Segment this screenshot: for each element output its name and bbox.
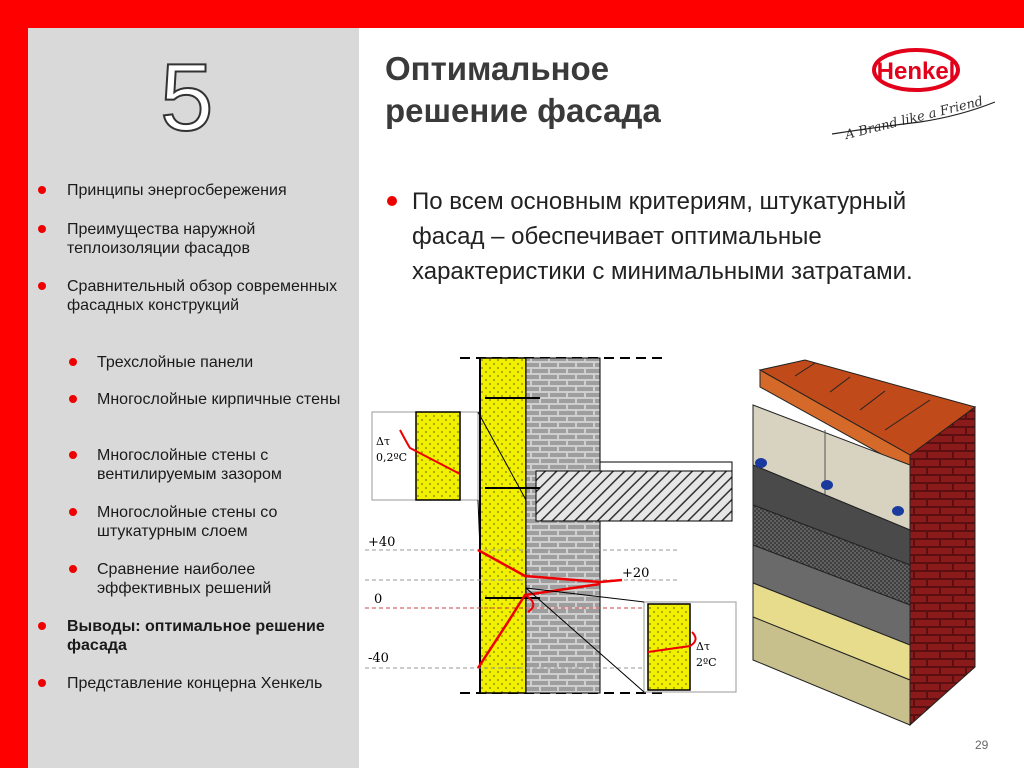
nav-item-label: Принципы энергосбережения: [67, 182, 287, 199]
logo-brand-text: Henkel: [876, 58, 956, 85]
delta-top-symbol: Δτ: [376, 435, 391, 448]
nav-item-label: Многослойные стены со штукатурным слоем: [97, 504, 278, 540]
nav-item-label: Преимущества наружной теплоизоляции фасадов: [67, 221, 256, 257]
bullet-icon: [38, 282, 46, 290]
delta-top-value: 0,2ºC: [376, 451, 408, 464]
bullet-icon: [387, 196, 397, 206]
facade-3d-illustration: [745, 355, 990, 745]
bullet-icon: [69, 508, 77, 516]
bullet-icon: [69, 565, 77, 573]
nav-item-label: Многослойные кирпичные стены: [97, 391, 341, 408]
temp-label-plus40: +40: [368, 535, 396, 550]
bullet-icon: [38, 225, 46, 233]
temp-label-minus40: -40: [368, 651, 389, 666]
page-title: Оптимальное решение фасада: [385, 50, 661, 129]
bullet-icon: [69, 451, 77, 459]
page-number: 29: [975, 738, 989, 752]
delta-bottom-symbol: Δτ: [696, 640, 711, 653]
nav-item-label: Сравнение наиболее эффективных решений: [97, 561, 272, 597]
temp-label-zero: 0: [374, 592, 383, 607]
logo-tagline-text: A Brand like a Friend: [843, 94, 985, 144]
bullet-icon: [69, 358, 77, 366]
nav-item-label: Сравнительный обзор современных фасадных конструкций: [67, 278, 338, 314]
delta-bottom-value: 2ºC: [696, 656, 717, 669]
bullet-icon: [69, 395, 77, 403]
nav-item-label: Выводы: оптимальное решение фасада: [67, 618, 325, 654]
bullet-icon: [38, 622, 46, 630]
section-number: 5: [160, 44, 214, 151]
henkel-logo: [830, 42, 1000, 152]
bullet-icon: [38, 186, 46, 194]
nav-item-label: Представление концерна Хенкель: [67, 675, 323, 692]
nav-item-label: Многослойные стены с вентилируемым зазором: [97, 447, 282, 483]
main-bullet-text: По всем основным критериям, штукатурный фасад – обеспечивает оптимальные характеристики с минимальными затратами.: [412, 188, 913, 285]
temp-label-plus20: +20: [622, 566, 650, 581]
nav-item-label: Трехслойные панели: [97, 354, 254, 371]
bullet-icon: [38, 679, 46, 687]
wall-section-diagram: [360, 350, 740, 700]
